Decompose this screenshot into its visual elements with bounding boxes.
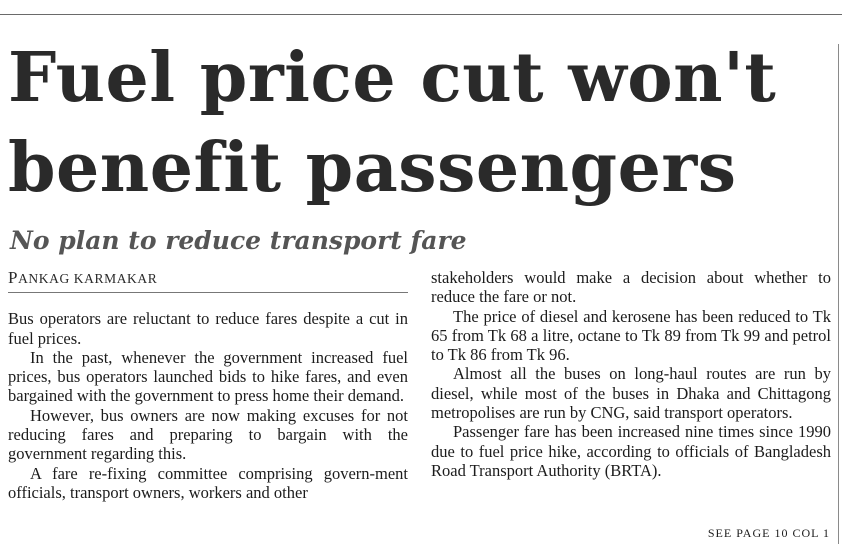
headline: Fuel price cut won't benefit passengers xyxy=(8,38,777,208)
continuation-jump: SEE PAGE 10 COL 1 xyxy=(707,526,830,540)
column-divider xyxy=(838,44,839,544)
paragraph: Bus operators are reluctant to reduce fares despite a cut in fuel prices. xyxy=(8,309,408,348)
subheadline: No plan to reduce transport fare xyxy=(10,226,467,255)
paragraph: stakeholders would make a decision about whether to reduce the fare or not. xyxy=(431,268,831,307)
paragraph: In the past, whenever the government increased fuel prices, bus operators launched bids to hike fares, and even bargained with the government to press home their demand. xyxy=(8,347,408,406)
article-column-right xyxy=(431,268,831,480)
article-column-left xyxy=(8,268,408,502)
paragraph: Almost all the buses on long-haul routes are run by diesel, while most of the buses in Dhaka and Chittagong metropolises are run by CNG, said transport operators. xyxy=(431,364,831,423)
paragraph: A fare re-fixing committee comprising govern-ment officials, transport owners, workers and other xyxy=(8,463,408,502)
paragraph: The price of diesel and kerosene has been reduced to Tk 65 from Tk 68 a litre, octane to Tk 89 from Tk 99 and petrol to Tk 86 from Tk 96. xyxy=(431,306,831,365)
paragraph: Passenger fare has been increased nine times since 1990 due to fuel price hike, according to officials of Bangladesh Road Transport Authority (BRTA). xyxy=(431,422,831,480)
top-rule xyxy=(0,14,842,15)
byline: PANKAG KARMAKAR xyxy=(8,268,408,293)
paragraph: However, bus owners are now making excuses for not reducing fares and preparing to bargain with the government regarding this. xyxy=(8,405,408,464)
